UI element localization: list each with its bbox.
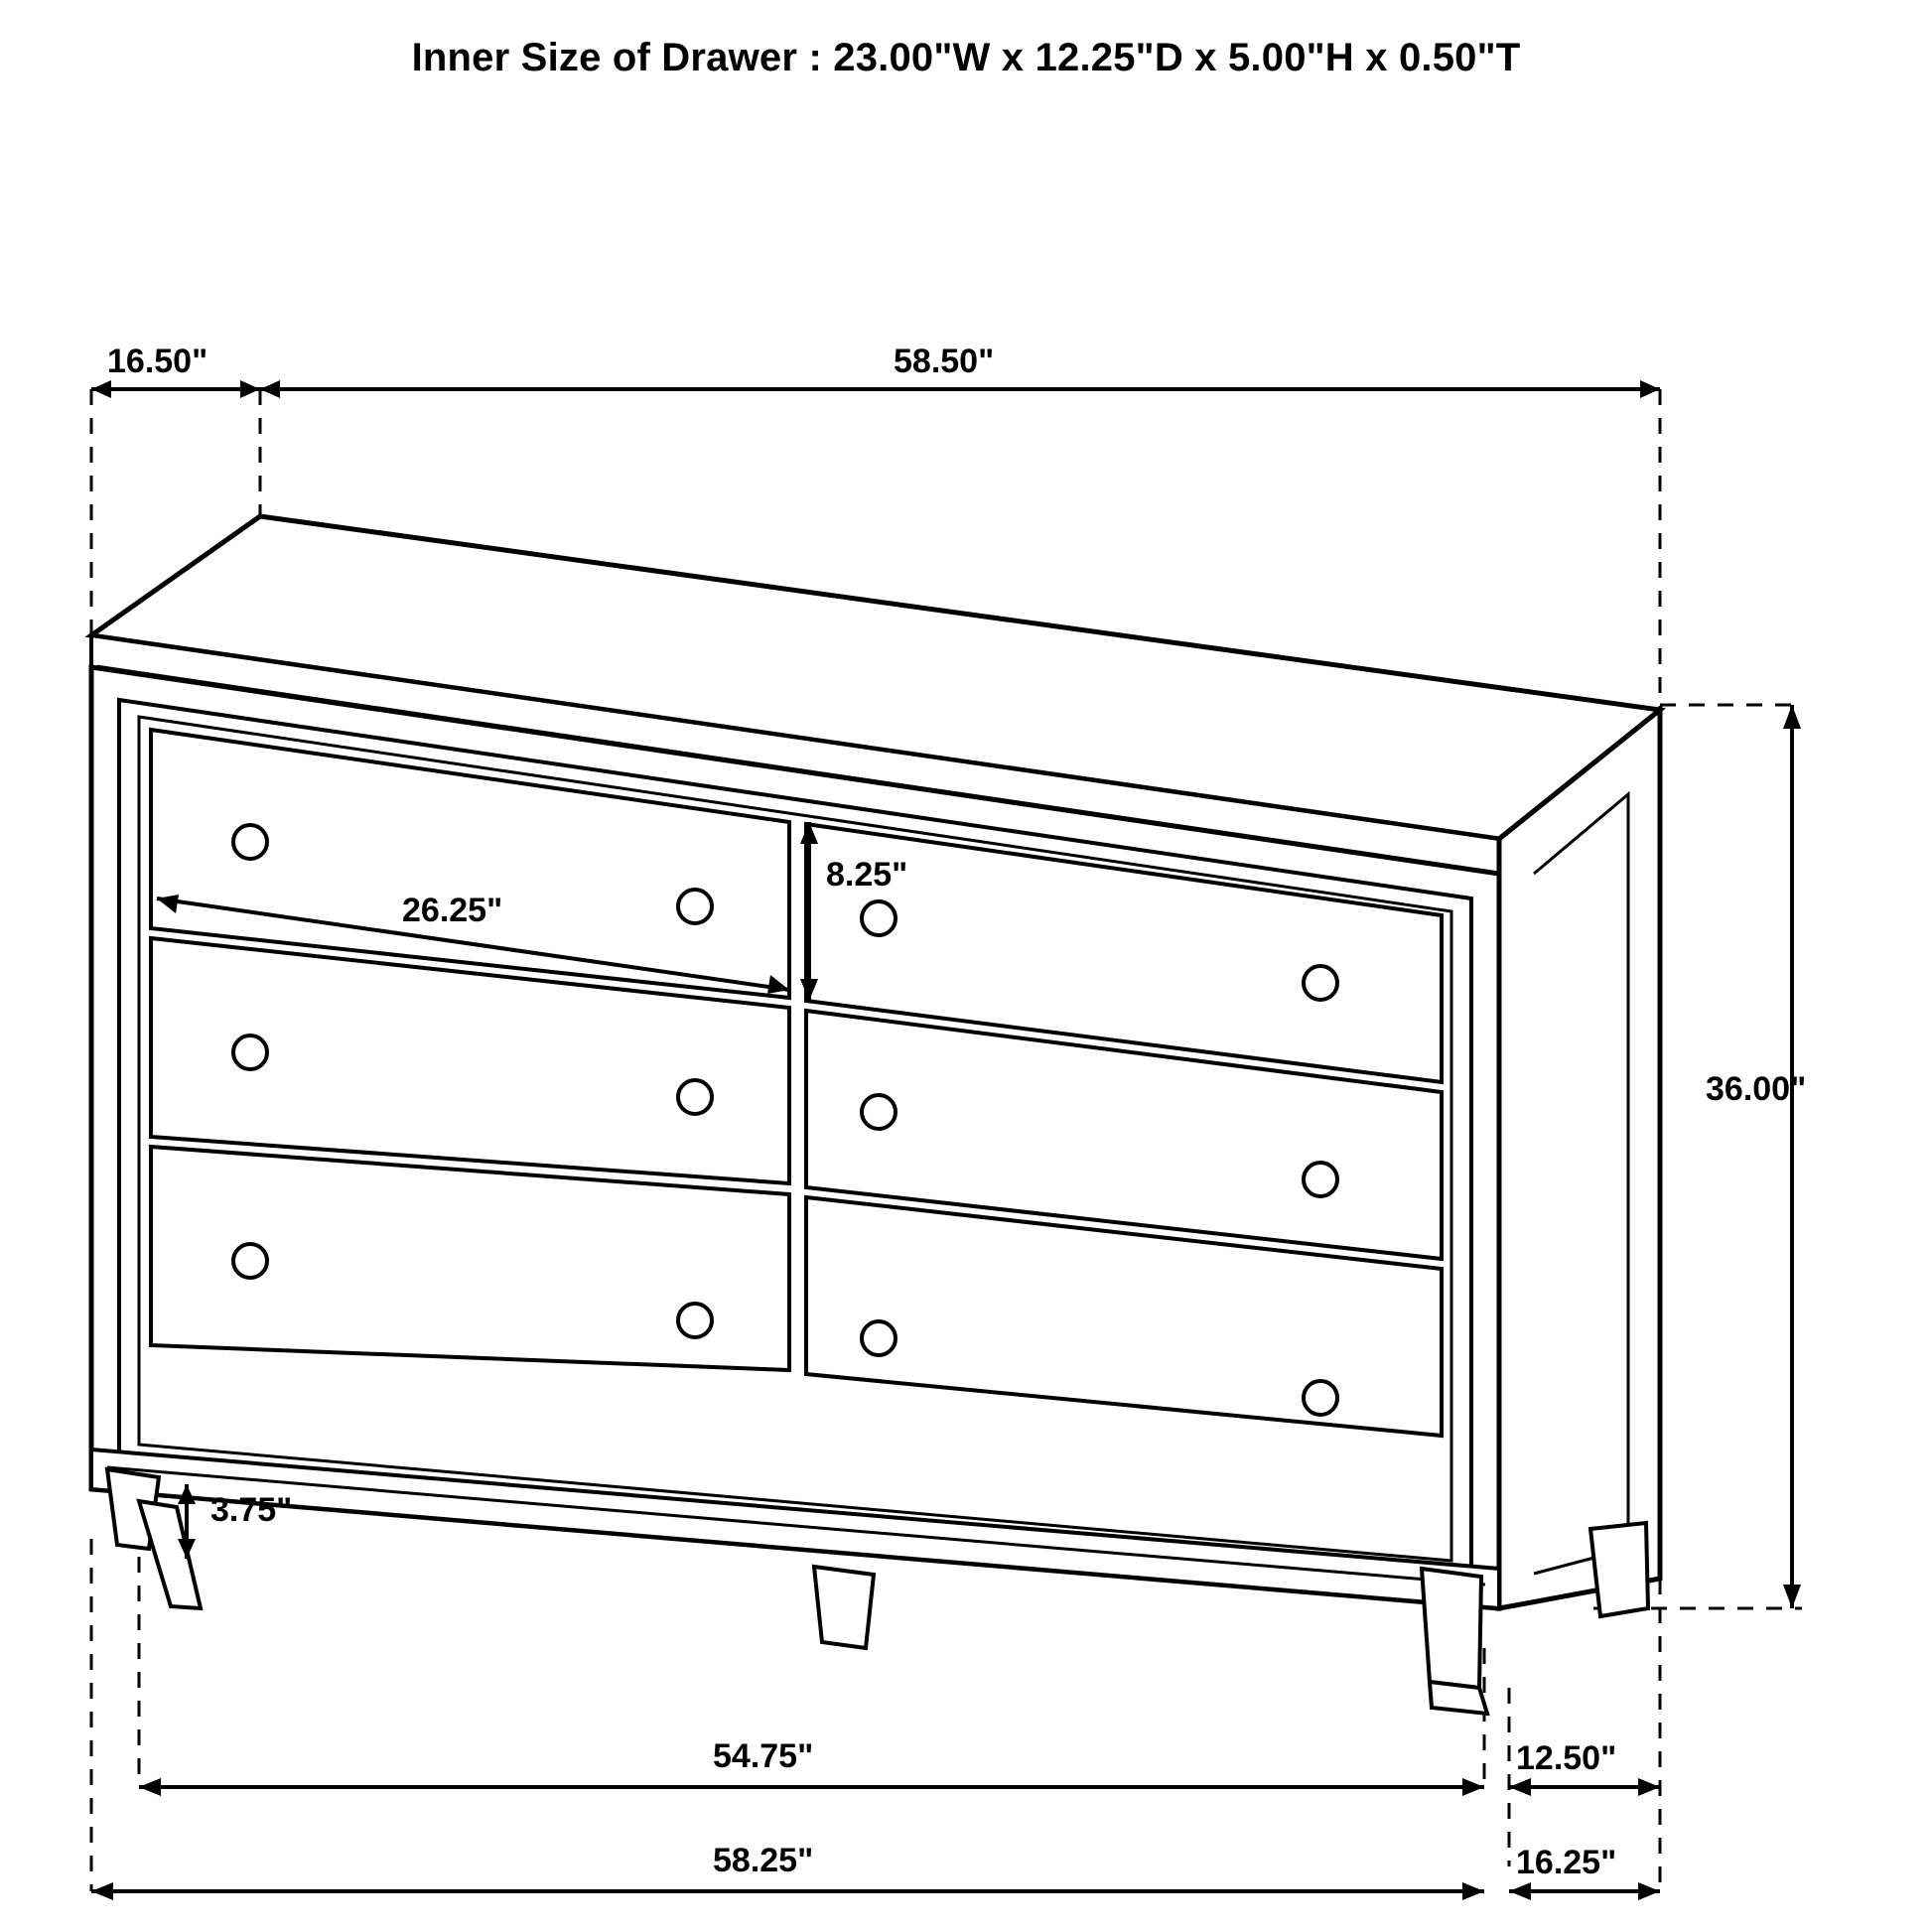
knob <box>1304 966 1337 1000</box>
dim-base-depth-outer: 16.25" <box>1516 1844 1617 1881</box>
knob <box>233 1244 267 1278</box>
dim-base-width-inner: 54.75" <box>713 1737 814 1775</box>
dim-width-top: 58.50" <box>894 343 995 380</box>
dim-drawer-width: 26.25" <box>402 892 503 929</box>
dim-leg-height: 3.75" <box>210 1491 293 1529</box>
leg-rear-left <box>139 1501 201 1608</box>
dim-base-depth-inner: 12.50" <box>1516 1739 1617 1777</box>
knob <box>678 890 712 923</box>
dim-base-width-outer: 58.25" <box>713 1842 814 1879</box>
dimension-top-arrows <box>91 380 1660 398</box>
leg-rear-right <box>1590 1523 1648 1616</box>
knob <box>233 1035 267 1069</box>
knob <box>233 825 267 859</box>
knob <box>862 1321 896 1355</box>
knob <box>862 901 896 935</box>
leg-front-right-foot <box>1430 1682 1487 1714</box>
knob <box>678 1080 712 1114</box>
dim-overall-height: 36.00" <box>1706 1070 1807 1108</box>
knob <box>862 1095 896 1129</box>
page-title: Inner Size of Drawer : 23.00"W x 12.25"D x 5.00"H x 0.50"T <box>411 36 1521 79</box>
leg-front-right <box>1422 1569 1481 1688</box>
knob <box>1304 1381 1337 1415</box>
knob <box>1304 1163 1337 1196</box>
dim-depth-top: 16.50" <box>107 343 208 380</box>
knob <box>678 1304 712 1337</box>
leg-center <box>814 1567 874 1648</box>
dim-drawer-height: 8.25" <box>826 856 908 894</box>
